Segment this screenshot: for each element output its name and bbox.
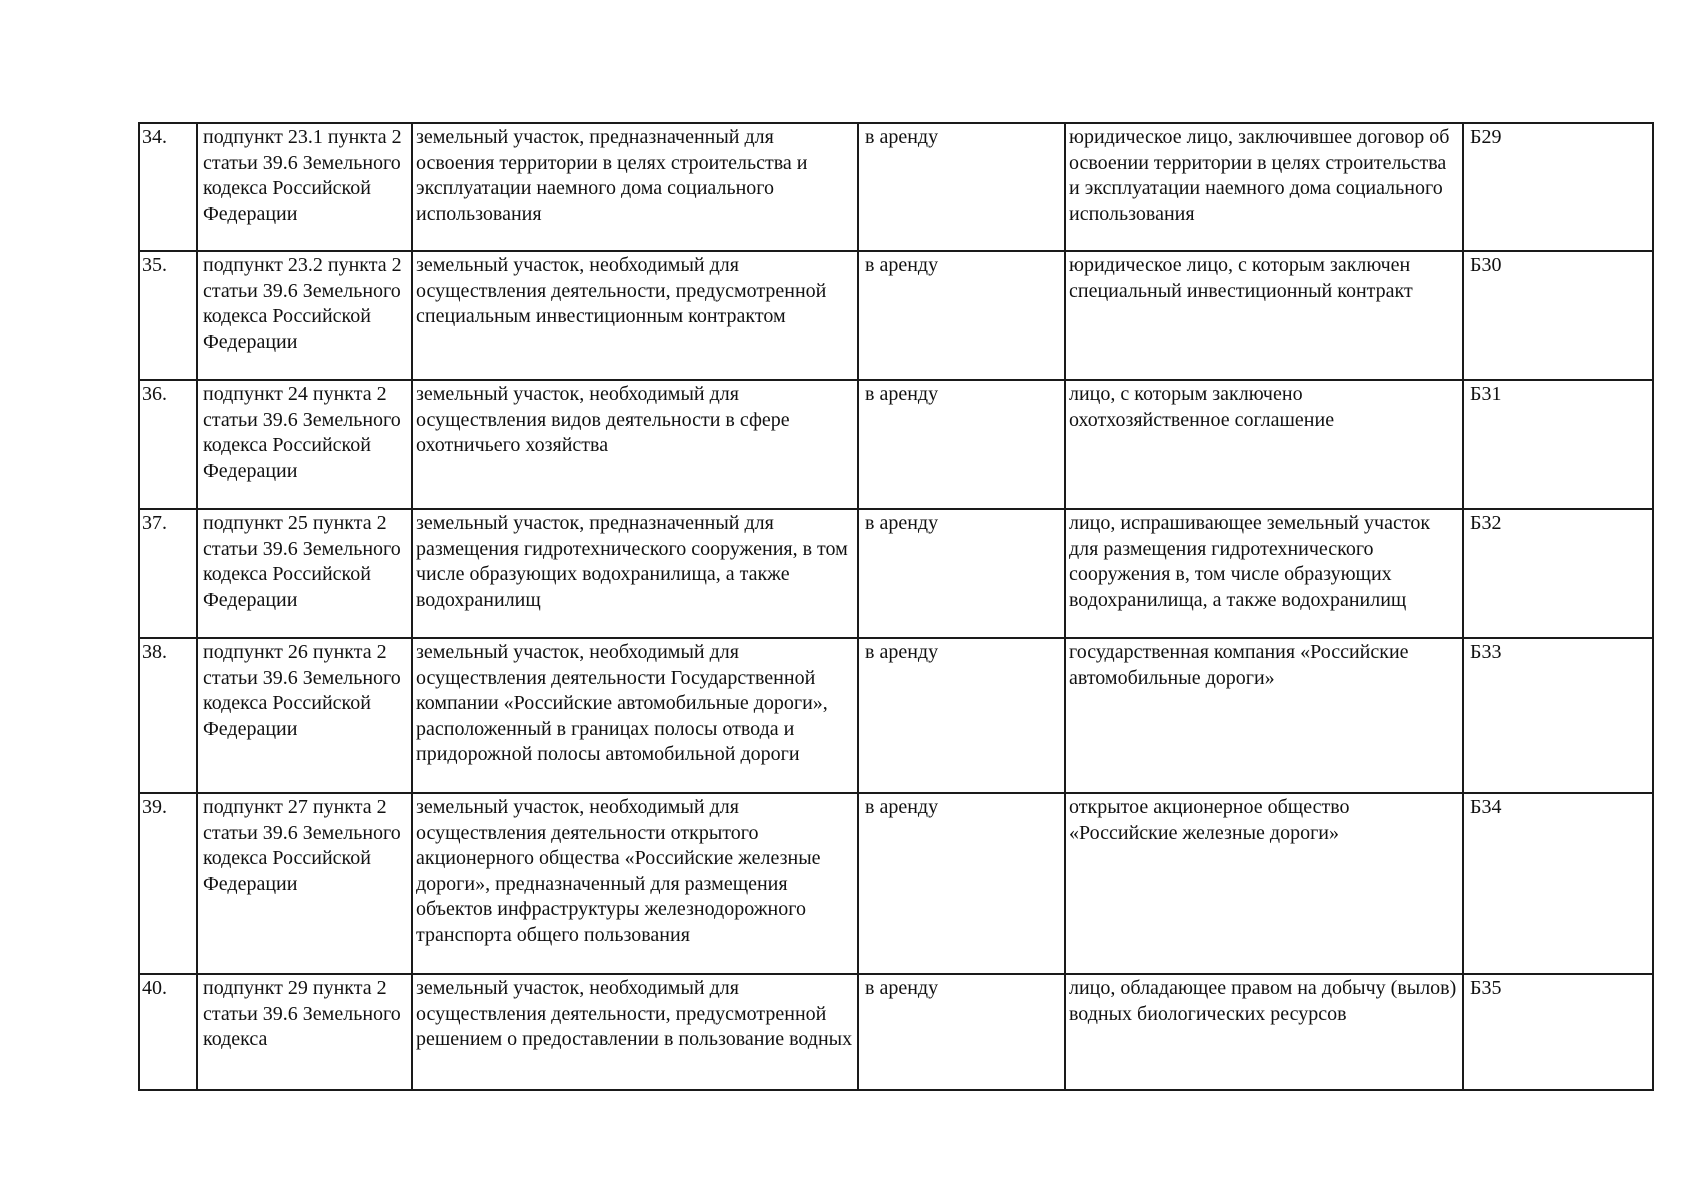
row-number-cell: 36. xyxy=(139,380,197,509)
row-number-cell: 39. xyxy=(139,793,197,974)
table-row xyxy=(139,638,1653,793)
table-row xyxy=(139,974,1653,1090)
row-number-cell: 35. xyxy=(139,251,197,380)
table-row xyxy=(139,123,1653,251)
right-type-cell: в аренду xyxy=(858,251,1065,380)
legal-basis-cell: подпункт 23.1 пункта 2 статьи 39.6 Земельного кодекса Российской Федерации xyxy=(197,123,412,251)
legal-basis-cell: подпункт 29 пункта 2 статьи 39.6 Земельного кодекса xyxy=(197,974,412,1090)
right-type-cell: в аренду xyxy=(858,123,1065,251)
plot-purpose-cell: земельный участок, необходимый для осуществления деятельности открытого акционерного общества «Российские железные дороги», предназначенный для размещения объектов инфраструктуры железнодорожного транспорта общего пользования xyxy=(412,793,858,974)
legal-basis-cell: подпункт 23.2 пункта 2 статьи 39.6 Земельного кодекса Российской Федерации xyxy=(197,251,412,380)
row-number-cell: 38. xyxy=(139,638,197,793)
code-cell: Б31 xyxy=(1463,380,1653,509)
code-cell: Б29 xyxy=(1463,123,1653,251)
plot-purpose-cell: земельный участок, необходимый для осуществления видов деятельности в сфере охотничьего хозяйства xyxy=(412,380,858,509)
right-type-cell: в аренду xyxy=(858,380,1065,509)
land-plots-table xyxy=(138,122,1654,1091)
applicant-cell: юридическое лицо, заключившее договор об освоении территории в целях строительства и эксплуатации наемного дома социального использования xyxy=(1065,123,1463,251)
plot-purpose-cell: земельный участок, необходимый для осуществления деятельности, предусмотренной решением о предоставлении в пользование водных xyxy=(412,974,858,1090)
table-row xyxy=(139,380,1653,509)
plot-purpose-cell: земельный участок, предназначенный для размещения гидротехнического сооружения, в том числе образующих водохранилища, а также водохранилищ xyxy=(412,509,858,638)
row-number-cell: 34. xyxy=(139,123,197,251)
plot-purpose-cell: земельный участок, необходимый для осуществления деятельности Государственной компании «Российские автомобильные дороги», расположенный в границах полосы отвода и придорожной полосы автомобильной дороги xyxy=(412,638,858,793)
legal-basis-cell: подпункт 24 пункта 2 статьи 39.6 Земельного кодекса Российской Федерации xyxy=(197,380,412,509)
code-cell: Б34 xyxy=(1463,793,1653,974)
right-type-cell: в аренду xyxy=(858,974,1065,1090)
legal-basis-cell: подпункт 25 пункта 2 статьи 39.6 Земельного кодекса Российской Федерации xyxy=(197,509,412,638)
applicant-cell: лицо, обладающее правом на добычу (вылов) водных биологических ресурсов xyxy=(1065,974,1463,1090)
table-row xyxy=(139,509,1653,638)
code-cell: Б30 xyxy=(1463,251,1653,380)
code-cell: Б32 xyxy=(1463,509,1653,638)
applicant-cell: лицо, с которым заключено охотхозяйственное соглашение xyxy=(1065,380,1463,509)
plot-purpose-cell: земельный участок, необходимый для осуществления деятельности, предусмотренной специальным инвестиционным контрактом xyxy=(412,251,858,380)
legal-basis-cell: подпункт 27 пункта 2 статьи 39.6 Земельного кодекса Российской Федерации xyxy=(197,793,412,974)
plot-purpose-cell: земельный участок, предназначенный для освоения территории в целях строительства и эксплуатации наемного дома социального использования xyxy=(412,123,858,251)
code-cell: Б35 xyxy=(1463,974,1653,1090)
applicant-cell: открытое акционерное общество «Российские железные дороги» xyxy=(1065,793,1463,974)
applicant-cell: лицо, испрашивающее земельный участок для размещения гидротехнического сооружения в, том числе образующих водохранилища, а также водохранилищ xyxy=(1065,509,1463,638)
table-row xyxy=(139,793,1653,974)
right-type-cell: в аренду xyxy=(858,638,1065,793)
applicant-cell: юридическое лицо, с которым заключен специальный инвестиционный контракт xyxy=(1065,251,1463,380)
row-number-cell: 37. xyxy=(139,509,197,638)
right-type-cell: в аренду xyxy=(858,509,1065,638)
right-type-cell: в аренду xyxy=(858,793,1065,974)
legal-basis-cell: подпункт 26 пункта 2 статьи 39.6 Земельного кодекса Российской Федерации xyxy=(197,638,412,793)
table-row xyxy=(139,251,1653,380)
row-number-cell: 40. xyxy=(139,974,197,1090)
applicant-cell: государственная компания «Российские автомобильные дороги» xyxy=(1065,638,1463,793)
code-cell: Б33 xyxy=(1463,638,1653,793)
